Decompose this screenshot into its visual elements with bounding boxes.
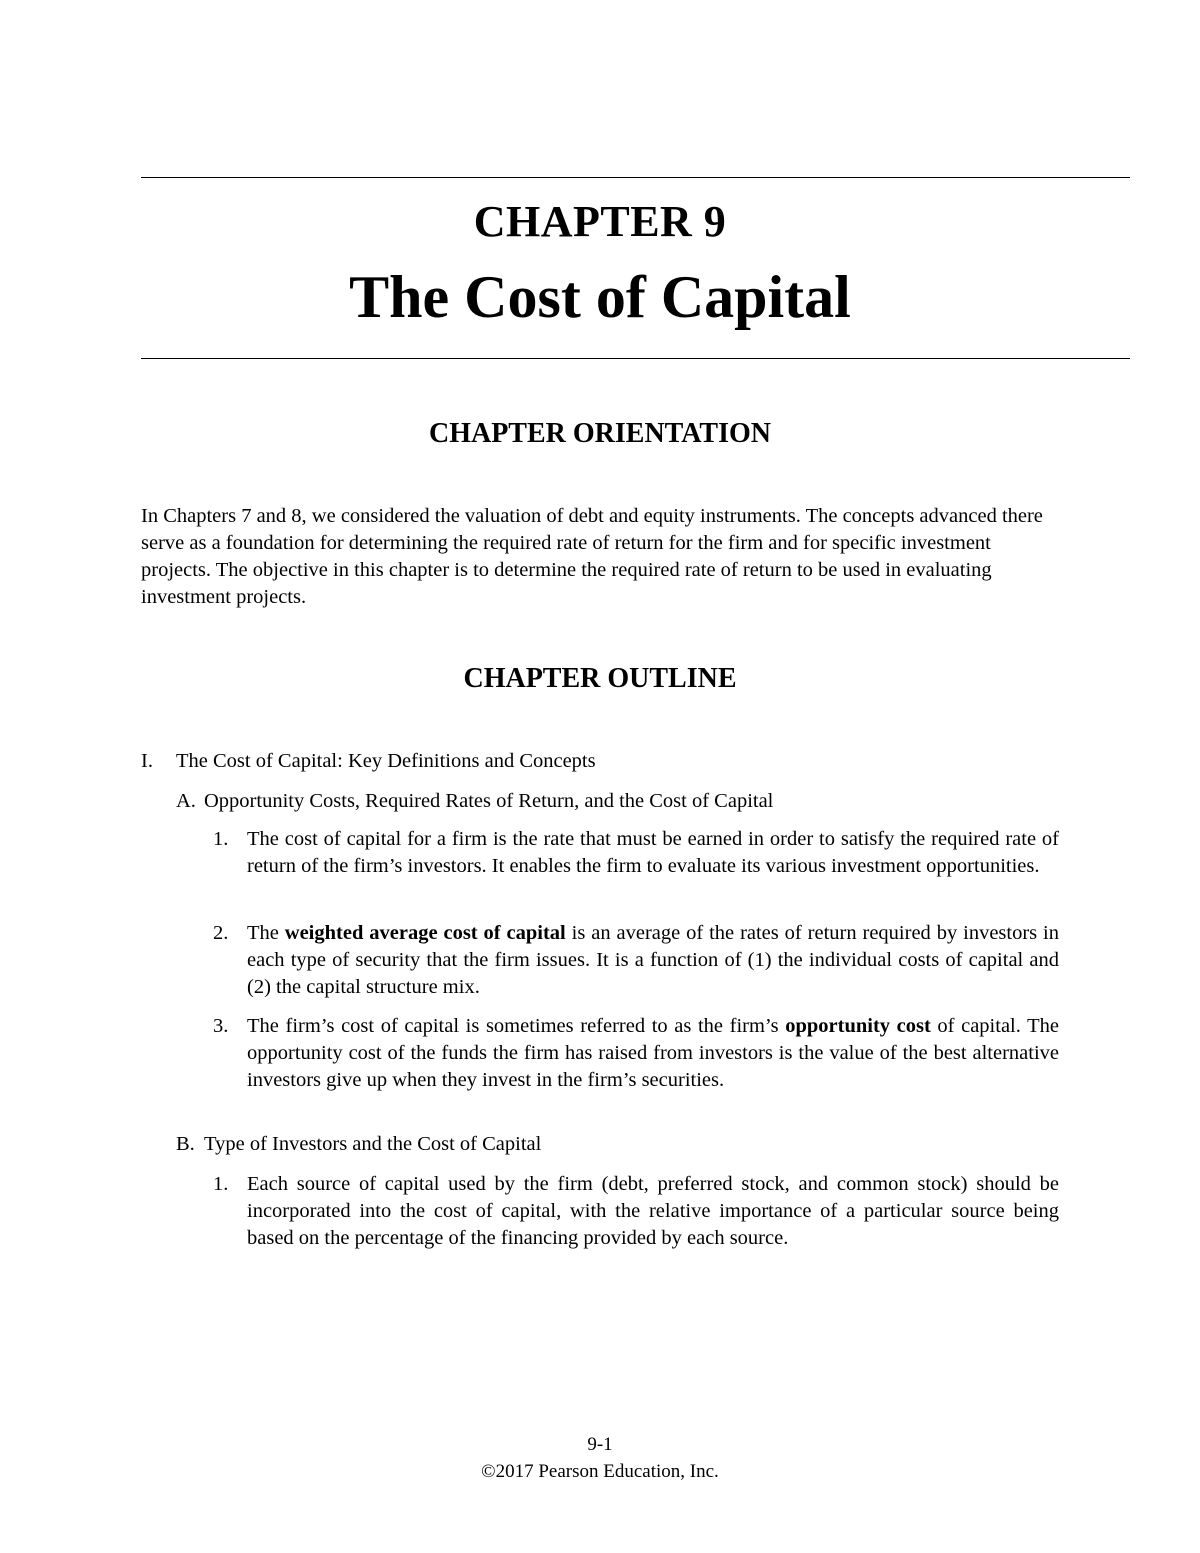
outline-item-text: Each source of capital used by the firm (debt, preferred stock, and common stock) should be incorporated into the cost of capital, with the relative importance of a particular source being based on the percentage of the financing provided by each source.	[247, 1173, 1059, 1249]
top-rule	[141, 177, 1130, 178]
outline-sub-title: Type of Investors and the Cost of Capital	[204, 1133, 542, 1155]
copyright-notice: ©2017 Pearson Education, Inc.	[481, 1461, 719, 1482]
outline-item-text-pre: The	[247, 922, 285, 944]
outline-item-text-post: is an average of the rates of return required by investors in each type of security that the firm issues. It is a function of (1) the individual costs of capital and (2) the capital structure mix.	[247, 922, 1059, 998]
outline-item-text: The cost of capital for a firm is the rate that must be earned in order to satisfy the required rate of return of the firm’s investors. It enables the firm to evaluate its various investment opportunities.	[247, 828, 1059, 877]
outline-letter: B.	[176, 1133, 195, 1155]
outline-heading: CHAPTER OUTLINE	[463, 663, 737, 694]
outline-letter: A.	[176, 790, 196, 812]
orientation-paragraph: In Chapters 7 and 8, we considered the valuation of debt and equity instruments. The concepts advanced there serve as a foundation for determining the required rate of return for the firm and for specific investment projects. The objective in this chapter is to determine the required rate of return to be used in evaluating investment projects.	[141, 505, 1043, 608]
chapter-title: The Cost of Capital	[349, 264, 851, 330]
outline-sub-title: Opportunity Costs, Required Rates of Return, and the Cost of Capital	[204, 790, 774, 812]
outline-item-text	[247, 920, 1059, 1001]
outline-item-text	[247, 1013, 1059, 1094]
outline-item-text-pre: The firm’s cost of capital is sometimes referred to as the firm’s	[247, 1015, 786, 1037]
page-number: 9-1	[587, 1434, 613, 1455]
bottom-rule	[141, 358, 1130, 359]
outline-item-text-post: of capital. The opportunity cost of the funds the firm has raised from investors is the value of the best alternative investors give up when they invest in the firm’s securities.	[247, 1015, 1059, 1091]
outline-number: 1.	[213, 828, 229, 850]
outline-section-title: The Cost of Capital: Key Definitions and Concepts	[176, 750, 596, 772]
outline-number: I.	[141, 750, 153, 772]
chapter-label: CHAPTER 9	[473, 197, 727, 246]
term-weighted-average-cost-of-capital: weighted average cost of capital	[284, 922, 566, 944]
term-opportunity-cost: opportunity cost	[785, 1015, 931, 1037]
orientation-heading: CHAPTER ORIENTATION	[428, 418, 771, 449]
outline-number: 2.	[213, 922, 229, 944]
outline-number: 3.	[213, 1015, 229, 1037]
outline-number: 1.	[213, 1173, 229, 1195]
